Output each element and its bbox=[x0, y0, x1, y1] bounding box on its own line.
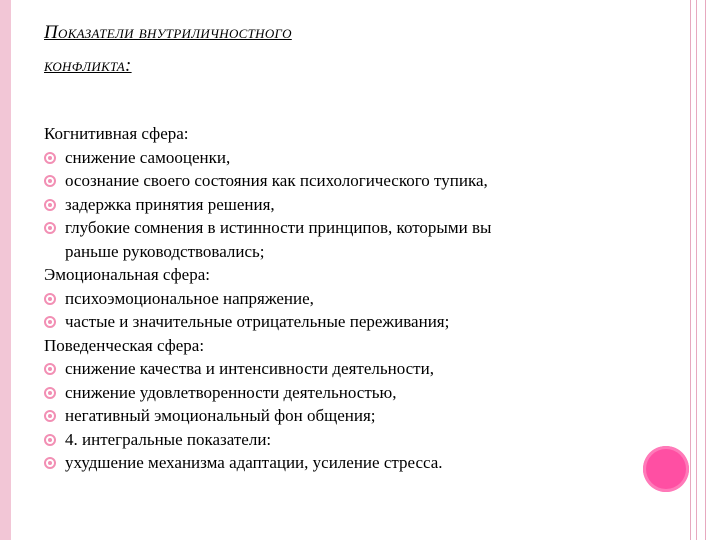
list-item: осознание своего состояния как психологического тупика, bbox=[44, 169, 644, 193]
bullet-icon bbox=[44, 175, 56, 187]
bullet-icon bbox=[44, 222, 56, 234]
title-line-2: конфликта: bbox=[44, 55, 132, 76]
bullet-icon bbox=[44, 434, 56, 446]
list-item: снижение самооценки, bbox=[44, 146, 644, 170]
bullet-icon bbox=[44, 363, 56, 375]
right-frame-line-3 bbox=[705, 0, 706, 540]
bullet-icon bbox=[44, 387, 56, 399]
heading-behavioral: Поведенческая сфера: bbox=[44, 335, 205, 355]
list-item: негативный эмоциональный фон общения; bbox=[44, 404, 644, 428]
bullet-icon bbox=[44, 199, 56, 211]
list-item: 4. интегральные показатели: bbox=[44, 428, 644, 452]
right-frame-line-2 bbox=[696, 0, 697, 540]
bullet-icon bbox=[44, 293, 56, 305]
list-item: частые и значительные отрицательные переживания; bbox=[44, 310, 644, 334]
bullet-icon bbox=[44, 457, 56, 469]
list-item: снижение качества и интенсивности деятельности, bbox=[44, 357, 644, 381]
list-item-continuation: раньше руководствовались; bbox=[65, 241, 265, 261]
bullet-icon bbox=[44, 410, 56, 422]
list-item: задержка принятия решения, bbox=[44, 193, 644, 217]
list-item: глубокие сомнения в истинности принципов, которыми вы bbox=[44, 216, 644, 240]
slide-title bbox=[44, 16, 564, 82]
list-item: ухудшение механизма адаптации, усиление стресса. bbox=[44, 451, 644, 475]
list-item: снижение удовлетворенности деятельностью, bbox=[44, 381, 644, 405]
heading-emotional: Эмоциональная сфера: bbox=[44, 265, 210, 284]
list-item: психоэмоциональное напряжение, bbox=[44, 287, 644, 311]
heading-cognitive: Когнитивная сфера: bbox=[44, 124, 189, 143]
pink-circle-decoration bbox=[643, 446, 689, 492]
right-frame-line-1 bbox=[690, 0, 691, 540]
title-line-1: Показатели внутриличностного bbox=[44, 22, 292, 43]
slide-body bbox=[44, 122, 644, 475]
left-border-band bbox=[0, 0, 11, 540]
bullet-icon bbox=[44, 316, 56, 328]
bullet-icon bbox=[44, 152, 56, 164]
